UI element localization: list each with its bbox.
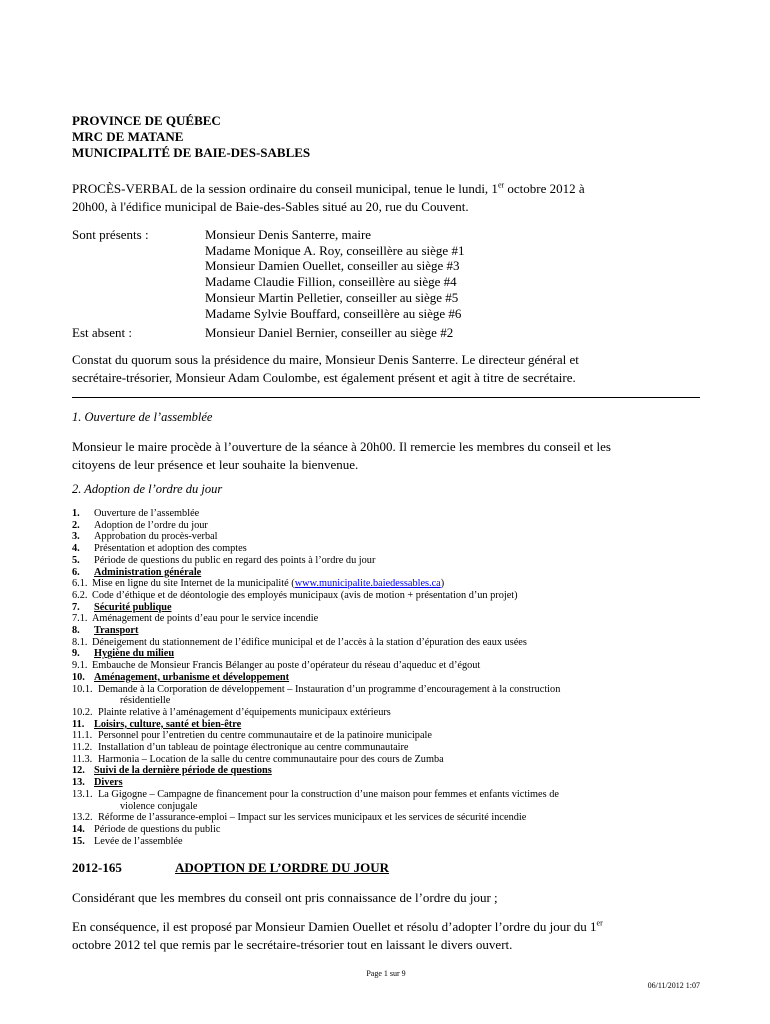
resolution-number: 2012-165 bbox=[72, 860, 122, 875]
agenda-subitem: 8.1. Déneigement du stationnement de l’édifice municipal et de l’accès à la station d’épuration des eaux usées bbox=[72, 636, 527, 648]
horizontal-rule bbox=[72, 397, 700, 398]
consequence-paragraph: En conséquence, il est proposé par Monsieur Damien Ouellet et résolu d’adopter l’ordre du jour du 1er octobre 2012 tel que remis par le secrétaire-trésorier tout en laissant le divers ouvert. bbox=[72, 918, 603, 952]
agenda-heading: 11. Loisirs, culture, santé et bien-être bbox=[72, 718, 242, 730]
agenda-list bbox=[72, 508, 700, 847]
website-link[interactable]: www.municipalite.baiedessables.ca bbox=[294, 578, 441, 590]
section-2-title: 2. Adoption de l’ordre du jour bbox=[72, 482, 223, 496]
agenda-heading: 9. Hygiène du milieu bbox=[72, 648, 175, 660]
agenda-subitem: 7.1. Aménagement de points d’eau pour le service incendie bbox=[72, 613, 319, 625]
resolution-heading bbox=[72, 860, 390, 876]
mrc-line: MRC DE MATANE bbox=[72, 129, 184, 144]
present-member: Monsieur Denis Santerre, maire bbox=[205, 227, 372, 242]
agenda-item: 5. Période de questions du public en regard des points à l’ordre du jour bbox=[72, 554, 376, 566]
resolution-title: ADOPTION DE L’ORDRE DU JOUR bbox=[175, 860, 390, 875]
agenda-item: 2. Adoption de l’ordre du jour bbox=[72, 519, 208, 531]
agenda-heading: 8. Transport bbox=[72, 625, 139, 637]
document-header bbox=[72, 113, 310, 161]
agenda-subitem: 6.2. Code d’éthique et de déontologie des employés municipaux (avis de motion + présentation d’un projet) bbox=[72, 589, 518, 601]
agenda-subitem: 10.2. Plainte relative à l’aménagement d’équipements municipaux extérieurs bbox=[72, 706, 391, 718]
agenda-subitem: 11.2. Installation d’un tableau de pointage électronique au centre communautaire bbox=[72, 742, 409, 754]
present-label: Sont présents : bbox=[72, 227, 149, 242]
section-1-title: 1. Ouverture de l’assemblée bbox=[72, 410, 213, 424]
agenda-subitem: 6.1. Mise en ligne du site Internet de la municipalité (www.municipalite.baiedessables.ca) bbox=[72, 578, 445, 590]
document-page bbox=[72, 0, 700, 1024]
agenda-heading: 10. Aménagement, urbanisme et développement bbox=[72, 671, 290, 683]
agenda-subitem-continued: résidentielle bbox=[120, 695, 171, 707]
agenda-item: 1. Ouverture de l’assemblée bbox=[72, 508, 200, 519]
agenda-item: 3. Approbation du procès-verbal bbox=[72, 531, 218, 543]
province-line: PROVINCE DE QUÉBEC bbox=[72, 113, 221, 128]
print-date: 06/11/2012 1:07 bbox=[647, 981, 700, 990]
present-member: Monsieur Damien Ouellet, conseiller au siège #3 bbox=[205, 258, 460, 274]
municipality-line: MUNICIPALITÉ DE BAIE-DES-SABLES bbox=[72, 145, 311, 160]
agenda-subitem: 11.1. Personnel pour l’entretien du centre communautaire et de la patinoire municipale bbox=[72, 730, 432, 742]
present-member: Madame Sylvie Bouffard, conseillère au siège #6 bbox=[205, 305, 462, 321]
present-member: Monsieur Martin Pelletier, conseiller au siège #5 bbox=[205, 289, 459, 305]
agenda-heading: 12. Suivi de la dernière période de questions bbox=[72, 765, 272, 777]
section-1-text: Monsieur le maire procède à l’ouverture de la séance à 20h00. Il remercie les membres du conseil et les citoyens de leur présence et leur souhaite la bienvenue. bbox=[72, 439, 611, 472]
quorum-paragraph: Constat du quorum sous la présidence du maire, Monsieur Denis Santerre. Le directeur général et secrétaire-trésorier, Monsieur Adam Coulombe, est également présent et agit à titre de secrétaire. bbox=[72, 352, 579, 385]
absent-member: Monsieur Daniel Bernier, conseiller au siège #2 bbox=[205, 325, 454, 340]
agenda-heading: 6. Administration générale bbox=[72, 566, 202, 578]
agenda-item: 14. Période de questions du public bbox=[72, 823, 221, 835]
agenda-item: 15. Levée de l’assemblée bbox=[72, 835, 183, 847]
agenda-heading: 7. Sécurité publique bbox=[72, 601, 172, 613]
agenda-subitem: 9.1. Embauche de Monsieur Francis Bélanger au poste d’opérateur du réseau d’aqueduc et d’égout bbox=[72, 660, 481, 672]
present-member: Madame Monique A. Roy, conseillère au siège #1 bbox=[205, 242, 465, 258]
agenda-heading: 13. Divers bbox=[72, 777, 123, 789]
absent-label: Est absent : bbox=[72, 325, 132, 340]
considerant-paragraph: Considérant que les membres du conseil ont pris connaissance de l’ordre du jour ; bbox=[72, 890, 498, 905]
present-member: Madame Claudie Fillion, conseillère au siège #4 bbox=[205, 274, 457, 290]
minutes-intro: PROCÈS-VERBAL de la session ordinaire du conseil municipal, tenue le lundi, 1er octobre 2012 à 20h00, à l'édifice municipal de Baie-des-Sables situé au 20, rue du Couvent. bbox=[72, 180, 585, 214]
agenda-subitem: 10.1. Demande à la Corporation de développement – Instauration d’un programme d’encouragement à la construction bbox=[72, 683, 561, 695]
agenda-subitem: 13.2. Réforme de l’assurance-emploi – Impact sur les services municipaux et les services de sécurité incendie bbox=[72, 812, 527, 824]
agenda-subitem-continued: violence conjugale bbox=[120, 800, 198, 812]
agenda-item: 4. Présentation et adoption des comptes bbox=[72, 543, 247, 555]
page-number: Page 1 sur 9 bbox=[366, 969, 406, 978]
agenda-subitem: 11.3. Harmonia – Location de la salle du centre communautaire pour des cours de Zumba bbox=[72, 753, 444, 765]
agenda-subitem: 13.1. La Gigogne – Campagne de financement pour la construction d’une maison pour femmes et enfants victimes de bbox=[72, 788, 559, 800]
